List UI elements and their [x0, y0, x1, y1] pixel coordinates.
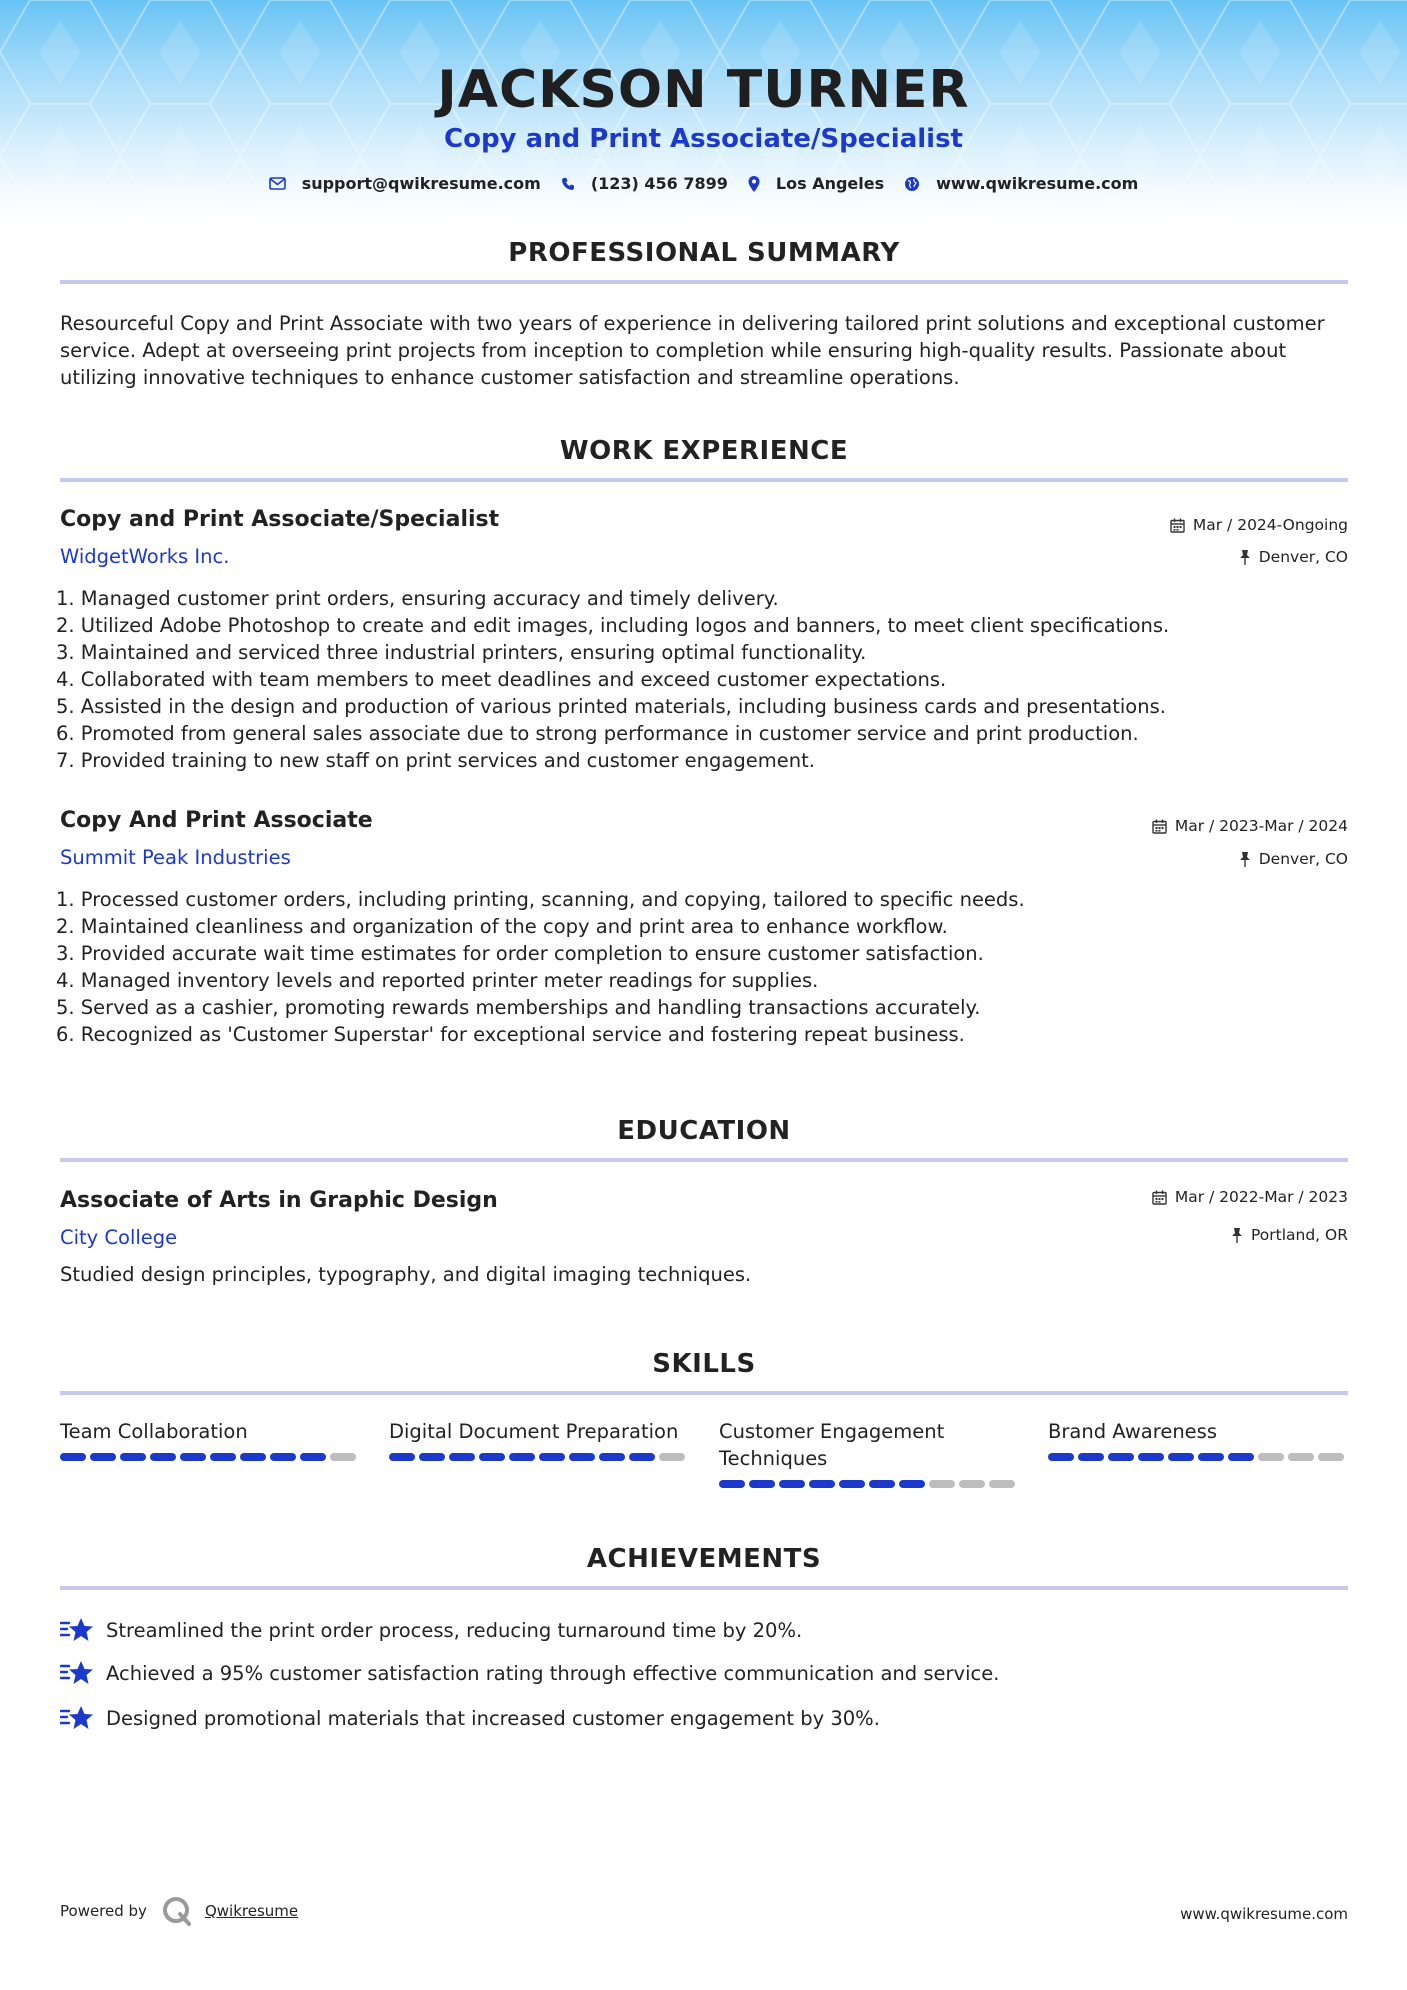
list-item: 5. Assisted in the design and production of various printed materials, including business cards and presentations.: [56, 695, 1166, 718]
phone-text: (123) 456 7899: [590, 174, 728, 193]
skill-segment-filled: [869, 1480, 895, 1488]
location-text: Los Angeles: [775, 174, 885, 193]
achievement-item: [60, 1616, 802, 1644]
school-name: City College: [60, 1226, 178, 1249]
pushpin-icon: [1239, 852, 1251, 867]
skill-segment-filled: [1138, 1453, 1164, 1461]
summary-heading: PROFESSIONAL SUMMARY: [60, 238, 1348, 284]
contact-bar: [0, 174, 1407, 193]
job-bullets: [56, 886, 1346, 1048]
skill-item: [719, 1418, 1019, 1488]
education-dates-text: Mar / 2022-Mar / 2023: [1174, 1188, 1348, 1206]
skill-segment-filled: [1168, 1453, 1194, 1461]
skill-level-bar: [60, 1453, 360, 1461]
pushpin-icon: [1231, 1228, 1243, 1243]
list-item: 6. Recognized as 'Customer Superstar' for exceptional service and fostering repeat business.: [56, 1023, 965, 1046]
degree-title: Associate of Arts in Graphic Design: [60, 1188, 498, 1213]
skill-name: Brand Awareness: [1048, 1420, 1217, 1443]
skills-heading: SKILLS: [60, 1349, 1348, 1395]
achievement-text: Designed promotional materials that increased customer engagement by 30%.: [106, 1706, 880, 1730]
company-name: Summit Peak Industries: [60, 846, 291, 869]
skill-name: Digital Document Preparation: [389, 1420, 679, 1443]
skill-segment-empty: [1288, 1453, 1314, 1461]
education-dates: [1152, 1188, 1348, 1206]
job-location: [1239, 850, 1348, 868]
calendar-icon: [1152, 1190, 1167, 1205]
skill-segment-empty: [1318, 1453, 1344, 1461]
list-item: 4. Collaborated with team members to meet deadlines and exceed customer expectations.: [56, 668, 947, 691]
company-name: WidgetWorks Inc.: [60, 545, 230, 568]
skill-segment-filled: [539, 1453, 565, 1461]
list-item: 7. Provided training to new staff on print services and customer engagement.: [56, 749, 815, 772]
list-item: 1. Managed customer print orders, ensuring accuracy and timely delivery.: [56, 587, 779, 610]
contact-phone[interactable]: [561, 174, 728, 193]
skill-segment-empty: [959, 1480, 985, 1488]
achievement-item: [60, 1659, 999, 1687]
map-pin-icon: [748, 176, 760, 192]
skill-segment-filled: [210, 1453, 236, 1461]
summary-line: Resourceful Copy and Print Associate with two years of experience in delivering tailored print solutions and exceptional customer: [60, 312, 1325, 335]
skill-segment-filled: [180, 1453, 206, 1461]
skill-segment-filled: [779, 1480, 805, 1488]
achievement-text: Streamlined the print order process, reducing turnaround time by 20%.: [106, 1618, 803, 1642]
skill-segment-filled: [599, 1453, 625, 1461]
job-dates-text: Mar / 2024-Ongoing: [1192, 516, 1348, 534]
qwikresume-logo-icon: [161, 1895, 193, 1927]
skill-name-line: Customer Engagement: [719, 1420, 945, 1443]
list-item: 2. Maintained cleanliness and organization of the copy and print area to enhance workflow.: [56, 915, 948, 938]
skill-segment-filled: [1108, 1453, 1134, 1461]
skill-segment-empty: [1258, 1453, 1284, 1461]
job-location-text: Denver, CO: [1258, 850, 1348, 868]
job-dates: [1170, 516, 1348, 534]
list-item: 4. Managed inventory levels and reported printer meter readings for supplies.: [56, 969, 819, 992]
skill-segment-filled: [629, 1453, 655, 1461]
resume-header: [0, 58, 1407, 193]
education-location-text: Portland, OR: [1250, 1226, 1348, 1244]
list-item: 3. Provided accurate wait time estimates for order completion to ensure customer satisfaction.: [56, 942, 984, 965]
skill-segment-filled: [569, 1453, 595, 1461]
skill-segment-empty: [330, 1453, 356, 1461]
skill-item: [389, 1418, 689, 1461]
skill-name: Team Collaboration: [60, 1420, 248, 1443]
skill-segment-filled: [389, 1453, 415, 1461]
star-icon: [60, 1659, 94, 1687]
calendar-icon: [1170, 518, 1185, 533]
skill-segment-filled: [270, 1453, 296, 1461]
skill-level-bar: [719, 1480, 1019, 1488]
candidate-role: Copy and Print Associate/Specialist: [444, 124, 963, 154]
job-dates-text: Mar / 2023-Mar / 2024: [1174, 817, 1348, 835]
job-location: [1239, 548, 1348, 566]
skill-item: [1048, 1418, 1348, 1461]
star-icon: [60, 1616, 94, 1644]
education-location: [1231, 1226, 1348, 1244]
skill-segment-filled: [839, 1480, 865, 1488]
envelope-icon: [269, 177, 286, 190]
list-item: 2. Utilized Adobe Photoshop to create and edit images, including logos and banners, to meet client specifications.: [56, 614, 1170, 637]
job-title: Copy and Print Associate/Specialist: [60, 507, 500, 532]
contact-email[interactable]: [269, 174, 541, 193]
skill-segment-filled: [60, 1453, 86, 1461]
skill-item: [60, 1418, 360, 1461]
job-location-text: Denver, CO: [1258, 548, 1348, 566]
skill-segment-filled: [479, 1453, 505, 1461]
job-dates: [1152, 817, 1348, 835]
skill-segment-filled: [419, 1453, 445, 1461]
skill-segment-filled: [1198, 1453, 1224, 1461]
skill-segment-empty: [659, 1453, 685, 1461]
skill-segment-empty: [929, 1480, 955, 1488]
contact-website[interactable]: [904, 174, 1138, 193]
skill-segment-filled: [1078, 1453, 1104, 1461]
skill-level-bar: [1048, 1453, 1348, 1461]
skill-segment-filled: [509, 1453, 535, 1461]
skill-segment-filled: [899, 1480, 925, 1488]
skill-name: [719, 1418, 1019, 1472]
pushpin-icon: [1239, 550, 1251, 565]
calendar-icon: [1152, 819, 1167, 834]
experience-heading: WORK EXPERIENCE: [60, 436, 1348, 482]
skill-segment-filled: [809, 1480, 835, 1488]
list-item: 3. Maintained and serviced three industrial printers, ensuring optimal functionality.: [56, 641, 867, 664]
footer-powered-by: [60, 1895, 298, 1927]
skill-segment-empty: [989, 1480, 1015, 1488]
job-title: Copy And Print Associate: [60, 808, 373, 833]
skill-segment-filled: [90, 1453, 116, 1461]
skill-segment-filled: [300, 1453, 326, 1461]
summary-line: service. Adept at overseeing print projects from inception to completion while ensuring high-quality results. Passionate about: [60, 339, 1287, 362]
contact-location: [748, 174, 884, 193]
achievement-text: Achieved a 95% customer satisfaction rating through effective communication and service.: [106, 1661, 1000, 1685]
list-item: 6. Promoted from general sales associate due to strong performance in customer service and print production.: [56, 722, 1139, 745]
skill-segment-filled: [150, 1453, 176, 1461]
achievement-item: [60, 1704, 880, 1732]
skill-segment-filled: [240, 1453, 266, 1461]
skill-segment-filled: [120, 1453, 146, 1461]
footer-website[interactable]: www.qwikresume.com: [1180, 1905, 1348, 1923]
education-heading: EDUCATION: [60, 1116, 1348, 1162]
list-item: 5. Served as a cashier, promoting rewards memberships and handling transactions accurately.: [56, 996, 981, 1019]
candidate-name: JACKSON TURNER: [437, 60, 970, 120]
globe-icon: [904, 176, 920, 192]
summary-text: [60, 310, 1350, 391]
skill-segment-filled: [449, 1453, 475, 1461]
powered-by-label: Powered by: [60, 1902, 147, 1920]
skill-level-bar: [389, 1453, 689, 1461]
list-item: 1. Processed customer orders, including printing, scanning, and copying, tailored to specific needs.: [56, 888, 1025, 911]
skill-segment-filled: [1228, 1453, 1254, 1461]
achievements-heading: ACHIEVEMENTS: [60, 1544, 1348, 1590]
summary-line: utilizing innovative techniques to enhance customer satisfaction and streamline operations.: [60, 366, 960, 389]
skill-segment-filled: [719, 1480, 745, 1488]
phone-icon: [561, 177, 575, 191]
skill-segment-filled: [749, 1480, 775, 1488]
education-description: Studied design principles, typography, and digital imaging techniques.: [60, 1263, 752, 1286]
email-text: support@qwikresume.com: [301, 174, 541, 193]
website-text: www.qwikresume.com: [936, 174, 1139, 193]
qwikresume-link[interactable]: Qwikresume: [204, 1902, 299, 1920]
job-bullets: [56, 585, 1346, 774]
skill-segment-filled: [1048, 1453, 1074, 1461]
star-icon: [60, 1704, 94, 1732]
skill-name-line: Techniques: [719, 1447, 828, 1470]
